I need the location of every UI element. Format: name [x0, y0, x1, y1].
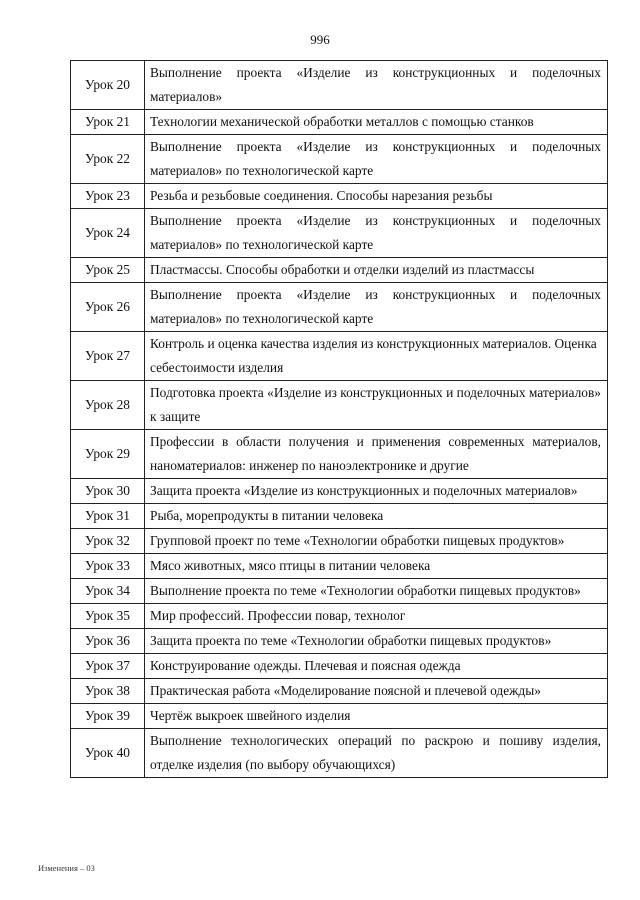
lesson-number: Урок 23 [71, 184, 145, 209]
lesson-number: Урок 37 [71, 654, 145, 679]
lesson-topic: Выполнение проекта «Изделие из конструкционных и поделочных материалов» по технологической карте [145, 135, 608, 184]
page-number: 996 [310, 32, 330, 47]
table-row [71, 209, 608, 258]
lesson-number: Урок 25 [71, 258, 145, 283]
lesson-topic: Выполнение проекта «Изделие из конструкционных и поделочных материалов» по технологической карте [145, 209, 608, 258]
table-row [71, 729, 608, 778]
lesson-topic: Конструирование одежды. Плечевая и поясная одежда [145, 654, 608, 679]
table-row [71, 110, 608, 135]
lesson-number: Урок 21 [71, 110, 145, 135]
lesson-number: Урок 39 [71, 704, 145, 729]
lesson-number: Урок 26 [71, 283, 145, 332]
table-row [71, 504, 608, 529]
lesson-topic: Пластмассы. Способы обработки и отделки изделий из пластмассы [145, 258, 608, 283]
table-row [71, 679, 608, 704]
lesson-number: Урок 20 [71, 61, 145, 110]
lesson-number: Урок 30 [71, 479, 145, 504]
table-row [71, 704, 608, 729]
lesson-number: Урок 24 [71, 209, 145, 258]
footer-revision-note: Изменения – 03 [38, 863, 95, 873]
lesson-topic: Выполнение проекта «Изделие из конструкционных и поделочных материалов» по технологической карте [145, 283, 608, 332]
lesson-number: Урок 36 [71, 629, 145, 654]
table-row [71, 604, 608, 629]
lesson-number: Урок 40 [71, 729, 145, 778]
lesson-number: Урок 32 [71, 529, 145, 554]
table-row [71, 554, 608, 579]
lesson-number: Урок 27 [71, 332, 145, 381]
table-row [71, 258, 608, 283]
table-row [71, 579, 608, 604]
lesson-number: Урок 28 [71, 381, 145, 430]
lesson-number: Урок 33 [71, 554, 145, 579]
table-row [71, 654, 608, 679]
table-row [71, 529, 608, 554]
lesson-topic: Выполнение проекта «Изделие из конструкционных и поделочных материалов» [145, 61, 608, 110]
table-row [71, 283, 608, 332]
lesson-number: Урок 22 [71, 135, 145, 184]
lessons-table-body [71, 61, 608, 778]
lesson-topic: Мясо животных, мясо птицы в питании человека [145, 554, 608, 579]
table-row [71, 184, 608, 209]
table-row [71, 61, 608, 110]
lesson-topic: Подготовка проекта «Изделие из конструкционных и поделочных материалов» к защите [145, 381, 608, 430]
lessons-table [70, 60, 608, 778]
lesson-topic: Профессии в области получения и применения современных материалов, наноматериалов: инженер по наноэлектронике и другие [145, 430, 608, 479]
table-row [71, 381, 608, 430]
lesson-topic: Рыба, морепродукты в питании человека [145, 504, 608, 529]
table-row [71, 332, 608, 381]
lesson-topic: Резьба и резьбовые соединения. Способы нарезания резьбы [145, 184, 608, 209]
lesson-topic: Практическая работа «Моделирование поясной и плечевой одежды» [145, 679, 608, 704]
lesson-topic: Выполнение проекта по теме «Технологии обработки пищевых продуктов» [145, 579, 608, 604]
lesson-number: Урок 34 [71, 579, 145, 604]
table-row [71, 430, 608, 479]
table-row [71, 629, 608, 654]
lesson-topic: Контроль и оценка качества изделия из конструкционных материалов. Оценка себестоимости изделия [145, 332, 608, 381]
lesson-topic: Групповой проект по теме «Технологии обработки пищевых продуктов» [145, 529, 608, 554]
lesson-topic: Защита проекта по теме «Технологии обработки пищевых продуктов» [145, 629, 608, 654]
table-row [71, 479, 608, 504]
lesson-number: Урок 29 [71, 430, 145, 479]
lesson-topic: Защита проекта «Изделие из конструкционных и поделочных материалов» [145, 479, 608, 504]
table-row [71, 135, 608, 184]
lesson-number: Урок 38 [71, 679, 145, 704]
lesson-topic: Технологии механической обработки металлов с помощью станков [145, 110, 608, 135]
lesson-topic: Выполнение технологических операций по раскрою и пошиву изделия, отделке изделия (по выбору обучающихся) [145, 729, 608, 778]
lesson-number: Урок 31 [71, 504, 145, 529]
lesson-topic: Мир профессий. Профессии повар, технолог [145, 604, 608, 629]
lesson-number: Урок 35 [71, 604, 145, 629]
lesson-topic: Чертёж выкроек швейного изделия [145, 704, 608, 729]
